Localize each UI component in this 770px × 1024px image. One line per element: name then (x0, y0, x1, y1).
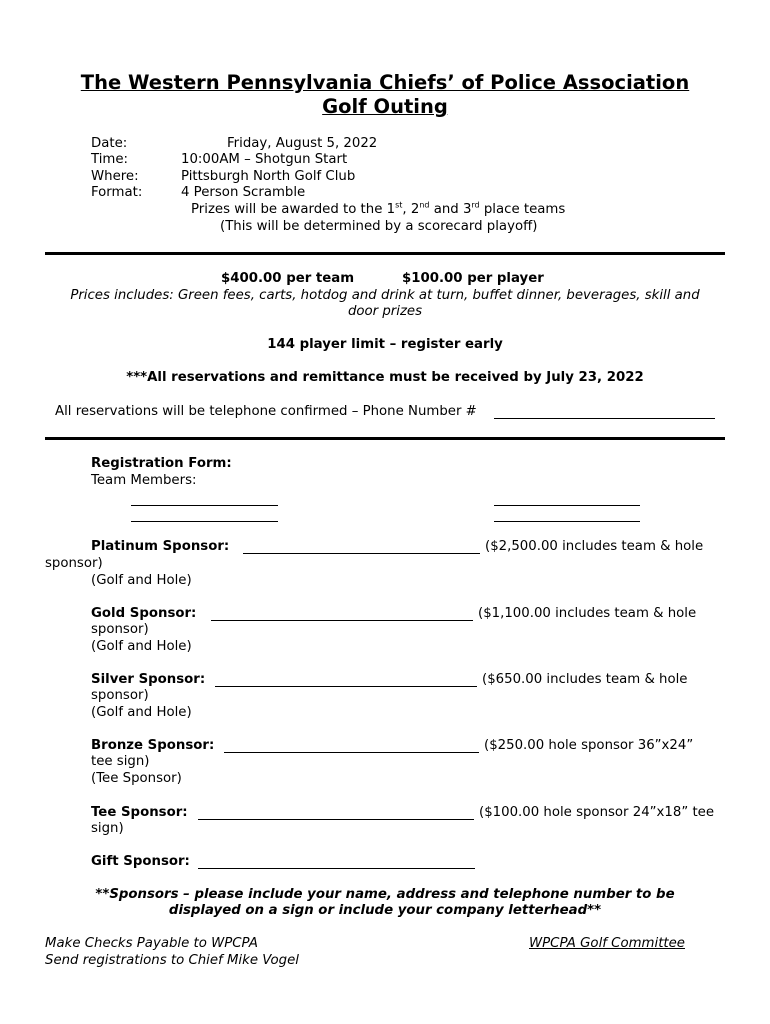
time-value: 10:00AM – Shotgun Start (181, 152, 348, 167)
bronze-sponsor-note: (Tee Sponsor) (91, 771, 182, 786)
checks-payable: Make Checks Payable to WPCPA (45, 936, 258, 951)
team-member-2-field[interactable] (494, 505, 640, 506)
platinum-sponsor-price: ($2,500.00 includes team & hole (485, 539, 704, 554)
sponsor-instructions-line1: **Sponsors – please include your name, address and telephone number to be (95, 887, 675, 902)
golf-committee: WPCPA Golf Committee (529, 936, 685, 951)
silver-sponsor-price: ($650.00 includes team & hole (482, 672, 688, 687)
price-includes-line1: Prices includes: Green fees, carts, hotdog and drink at turn, buffet dinner, beverages, skill and (70, 288, 700, 303)
phone-confirm-text: All reservations will be telephone confirmed – Phone Number # (55, 404, 477, 419)
gift-sponsor-label: Gift Sponsor: (91, 854, 190, 869)
silver-sponsor-field[interactable] (215, 686, 477, 687)
playoff-note: (This will be determined by a scorecard playoff) (220, 219, 538, 234)
tee-sponsor-wrap: sign) (91, 821, 124, 836)
team-price: $400.00 per team (221, 271, 355, 286)
time-label: Time: (91, 152, 129, 167)
date-value: Friday, August 5, 2022 (227, 136, 378, 151)
silver-sponsor-note: (Golf and Hole) (91, 705, 192, 720)
player-price: $100.00 per player (402, 271, 544, 286)
price-includes-line2: door prizes (347, 304, 423, 319)
silver-sponsor-wrap: sponsor) (91, 688, 149, 703)
team-member-1-field[interactable] (131, 505, 278, 506)
gold-sponsor-price: ($1,100.00 includes team & hole (478, 606, 697, 621)
where-value: Pittsburgh North Golf Club (181, 169, 356, 184)
tee-sponsor-price: ($100.00 hole sponsor 24”x18” tee (479, 805, 715, 820)
bronze-sponsor-price: ($250.00 hole sponsor 36”x24” (484, 738, 694, 753)
tee-sponsor-label: Tee Sponsor: (91, 805, 188, 820)
silver-sponsor-label: Silver Sponsor: (91, 672, 206, 687)
document-title: The Western Pennsylvania Chiefs’ of Police Association (80, 71, 690, 94)
bronze-sponsor-label: Bronze Sponsor: (91, 738, 215, 753)
format-value: 4 Person Scramble (181, 185, 306, 200)
divider-top (45, 252, 725, 255)
tee-sponsor-field[interactable] (198, 819, 474, 820)
bronze-sponsor-field[interactable] (224, 752, 479, 753)
platinum-sponsor-note: (Golf and Hole) (91, 573, 192, 588)
prizes-line: Prizes will be awarded to the 1st, 2nd and 3rd place teams (191, 200, 566, 217)
gift-sponsor-field[interactable] (198, 868, 475, 869)
platinum-sponsor-label: Platinum Sponsor: (91, 539, 230, 554)
gold-sponsor-label: Gold Sponsor: (91, 606, 197, 621)
divider-bottom (45, 437, 725, 440)
team-members-label: Team Members: (91, 473, 197, 488)
where-label: Where: (91, 169, 139, 184)
registration-form-label: Registration Form: (91, 456, 232, 471)
bronze-sponsor-wrap: tee sign) (91, 754, 150, 769)
sponsor-instructions-line2: displayed on a sign or include your company letterhead** (168, 903, 602, 918)
gold-sponsor-wrap: sponsor) (91, 622, 149, 637)
gold-sponsor-note: (Golf and Hole) (91, 639, 192, 654)
format-label: Format: (91, 185, 143, 200)
document-subtitle: Golf Outing (322, 95, 448, 118)
team-member-3-field[interactable] (131, 521, 278, 522)
team-member-4-field[interactable] (494, 521, 640, 522)
phone-number-field[interactable] (494, 418, 715, 419)
platinum-sponsor-wrap: sponsor) (45, 556, 103, 571)
send-registrations: Send registrations to Chief Mike Vogel (45, 953, 299, 968)
player-limit: 144 player limit – register early (267, 337, 503, 352)
platinum-sponsor-field[interactable] (243, 553, 480, 554)
deadline-notice: ***All reservations and remittance must be received by July 23, 2022 (126, 370, 644, 385)
gold-sponsor-field[interactable] (211, 620, 473, 621)
date-label: Date: (91, 136, 128, 151)
